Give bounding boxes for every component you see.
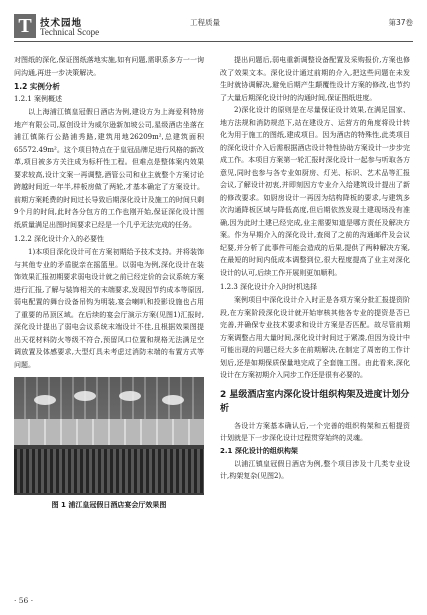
banquet-hall-rendering [14,377,204,495]
paragraph-timing: 案例项目中深化设计介入时正是各项方案分批汇报提资阶段,在方案阶段深化设计就开始审核其他各专业的提资是否已完善,并确保专业技术要求和设计方案是否匹配。故尽管前期方案调整占用大量时间,深化设计时间过于紧凑,但因为设计中可能出现的问题已经大多在前期解决,在制定了周密的工作计划后,还是如期保质保量地完成了全套施工图。由此看来,深化设计在方案初期介入同步工作还是很有必要的。 [220,296,410,379]
column-logo: T [14,14,36,38]
paragraph-principles: 2)深化设计的原则是在尽量保证设计效果,在满足国家、地方法规和消防规范下,站在建设方、运营方的角度将设计转化为用于施工的图纸,建成项目。因为酒店的特殊性,此类项目的深化设计介入后需根据酒店设计特性协助方案设计一步步完成工作。本项目方案第一轮汇报时深化设计一起参与听取各方意见,同时也参与各专业如厨房、灯光、标识、艺术品等汇报会议,了解设计初衷,并即刻因方专业介入给建筑设计提出了新的修改要求。如厨房设计一再因为结构降板的要求,与建筑多次沟通降板区域与降低高度,但后期依然发现土建现场没有准确,因为此时土建已经完成,业主需要知道是哪方责任及解决方案。作为早期介入的深化设计,查阅了之前的沟通邮件及会议纪要,并分析了此事件可能会造成的后果,提供了两种解决方案,在最短的时间内低成本调整到位,很大程度提高了业主对深化设计的认可,后续工作开展则更加顺利。 [220,106,410,277]
header-rule [14,41,413,42]
seating-rows [14,449,204,493]
chandelier [162,395,184,405]
section-heading-2-1: 2.1 深化设计的组织构架 [220,446,298,455]
paragraph-case-overview: 以上海浦江镇皇冠假日酒店为例,建设方为上海爱利特房地产有限公司,原创设计为威尔逊新加坡公司,星级酒店坐落在浦江镇陈行公路浦秀路,建筑用地26209m²,总建筑面积65572.49m²。这个项目特点在于皇冠品牌足进行风格的新改革,项目被多方关注成为标杆性工程。但难点是整体案内效果要求较高,设计文案一再调整,酒管公司和业主就整个方案讨论跨越时间近一年半,样板房做了两轮,才基本确定了方案设计。前期方案耗费的时间过长导致后期深化设计及施工的时间只剩9个月的时间,此时各分包方的工作也刚开始,保证深化设计图纸质量满足出图时间要求已经是一个几乎无法完成的任务。 [14,108,204,229]
paragraph-problem-resolution: 提出问题后,弱电重新调整设备配置及采购报价,方案也修改了效果文本。深化设计通过前期的介入,把这些问题在未发生时就协调解决,避免后期产生颠覆性设计方案的修改,也节约了大量后期深化设计时的沟通时间,保证图纸进度。 [220,56,410,102]
right-column [220,54,410,483]
paragraph-org-structure: 以浦江镇皇冠假日酒店为例,整个项目涉及十几类专业设计,构架复杂(见图2)。 [220,459,410,480]
section-heading-1-2-3: 1.2.3 深化设计介入时时机选择 [220,283,318,291]
paragraph-org-intro: 各设计方案基本确认后,一个完善的组织构架和五相提资计划就是下一步深化设计过程贯穿始终的灵魂。 [220,421,410,442]
section-heading-1-2: 1.2 实例分析 [14,82,60,91]
section-heading-2: 2 星级酒店室内深化设计组织构架及进度计划分析 [220,389,410,414]
left-column [14,54,204,510]
chandelier [119,391,141,401]
paragraph-necessity: 1)本项目深化设计可在方案初期给予技术支持。并将装饰与其他专业的矛盾脱亲在摇篮里。以弱电为例,深化设计在装饰效果汇报初期要求弱电设计就之前已经定价的会议系统方案进行汇报,了解与装饰相关的末端要求,发现因节约成本等原因,弱电配置的舞台设备吊钩为明装,宴会喇叭和投影设施也占用了重要的吊顶区域。在后续的宴会厅演示方案(见图1)汇报时,深化设计提出了弱电会议系统末端设计不佳,且根据效果图提出天花材料防火等级不符合,预留风口位置和规格无法满足空调放置及体感要求,大型灯具未考虑过消防末端的布置方式等问题。 [14,248,204,369]
wall-panels [14,419,204,445]
column-title: 技术园地 [40,18,83,29]
figure-caption: 图 1 浦江皇冠假日酒店宴会厅效果图 [51,501,167,509]
journal-name: 工程质量 [190,18,220,27]
section-heading-1-2-1: 1.2.1 案例概述 [14,95,63,103]
page-header [14,14,413,48]
page-number: · 56 · [14,596,34,605]
column-subtitle: Technical Scope [40,27,100,37]
section-heading-1-2-2: 1.2.2 深化设计介入的必要性 [14,235,105,243]
chandelier [34,395,56,405]
paragraph-continued: 对图纸的深化,保证图纸落地实施,如有问题,需职系多方一一询问沟通,再进一步决策解决。 [14,56,204,77]
chandelier [74,391,96,401]
volume-number: 第37卷 [388,18,413,27]
